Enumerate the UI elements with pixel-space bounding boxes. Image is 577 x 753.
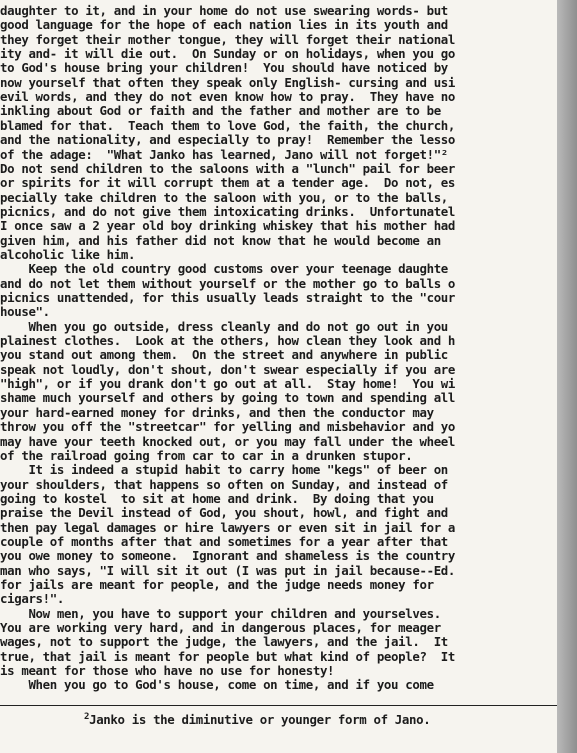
text-line: Now men, you have to support your children and yourselves. [0, 605, 441, 621]
footnote-mark: 2 [84, 712, 90, 722]
text-line: You are working very hard, and in dangerous places, for meager [0, 620, 441, 636]
text-line: your shoulders, that happens so often on Sunday, and instead of [0, 476, 448, 492]
text-line: speak not loudly, don't shout, don't swear especially if you are [0, 361, 456, 377]
text-line: may have your teeth knocked out, or you may fall under the wheel [0, 433, 456, 449]
text-line: and do not let them without yourself or the mother go to balls o [0, 275, 456, 291]
text-line: When you go outside, dress cleanly and do not go out in you [0, 318, 448, 334]
footnote-rule [0, 705, 557, 706]
text-line: picnics, and do not give them intoxicating drinks. Unfortunatel [0, 203, 456, 219]
text-line: wages, not to support the judge, the lawyers, and the jail. It [0, 634, 448, 650]
text-line: daughter to it, and in your home do not use swearing words- but [0, 3, 448, 18]
text-line: blamed for that. Teach them to love God, the faith, the church, [0, 117, 456, 133]
text-line: cigars!". [0, 591, 64, 607]
text-line: good language for the hope of each nation lies in its youth and [0, 17, 448, 33]
text-line: Do not send children to the saloons with a "lunch" pail for beer [0, 160, 456, 176]
text-line: your hard-earned money for drinks, and then the conductor may [0, 404, 434, 420]
text-line: plainest clothes. Look at the others, how clean they look and h [0, 333, 456, 349]
text-line: then pay legal damages or hire lawyers or even sit in jail for a [0, 519, 456, 535]
footnote-text: Janko is the diminutive or younger form of Jano. [89, 712, 431, 727]
text-line: throw you off the "streetcar" for yelling and misbehavior and yo [0, 419, 456, 435]
page-edge-shadow [557, 0, 577, 753]
text-line: "high", or if you drank don't go out at all. Stay home! You wi [0, 376, 456, 392]
text-line: they forget their mother tongue, they will forget their national [0, 31, 456, 47]
text-line: shame much yourself and others by going to town and spending all [0, 390, 456, 406]
text-line: now yourself that often they speak only English- cursing and usi [0, 74, 456, 90]
text-line: pecially take children to the saloon with you, or to the balls, [0, 189, 456, 205]
text-line: of the railroad going from car to car in a drunken stupor. [0, 447, 413, 463]
text-line: to God's house bring your children! You should have noticed by [0, 60, 448, 76]
text-line: man who says, "I will sit it out (I was put in jail because--Ed. [0, 562, 456, 578]
text-line: picnics unattended, for this usually leads straight to the "cour [0, 290, 456, 305]
text-line: or spirits for it will corrupt them at a tender age. Do not, es [0, 175, 456, 191]
text-line: of the adage: "What Janko has learned, Jano will not forget!"² [0, 146, 448, 162]
text-line: I once saw a 2 year old boy drinking whiskey that his mother had [0, 218, 456, 234]
text-line: praise the Devil instead of God, you shout, howl, and fight and [0, 505, 448, 521]
text-line: going to kostel to sit at home and drink. By doing that you [0, 490, 434, 506]
text-line: couple of months after that and sometimes for a year after that [0, 533, 448, 549]
text-line: It is indeed a stupid habit to carry home "kegs" of beer on [0, 462, 448, 478]
text-line: given him, and his father did not know that he would become an [0, 232, 441, 248]
text-line: inkling about God or faith and the father and mother are to be [0, 103, 441, 119]
text-line: and the nationality, and especially to pray! Remember the lesso [0, 132, 456, 148]
text-line: you owe money to someone. Ignorant and shameless is the country [0, 548, 456, 564]
text-line: is meant for those who have no use for honesty! [0, 663, 335, 679]
text-line: house". [0, 304, 50, 320]
text-line: When you go to God's house, come on time, and if you come [0, 677, 434, 693]
text-line: you stand out among them. On the street and anywhere in public [0, 347, 448, 363]
text-line: alcoholic like him. [0, 246, 136, 262]
text-line: Keep the old country good customs over your teenage daughte [0, 261, 448, 277]
text-line: for jails are meant for people, and the judge needs money for [0, 577, 434, 592]
footnote [84, 712, 430, 727]
text-line: evil words, and they do not even know how to pray. They have no [0, 89, 456, 105]
text-line: ity and- it will die out. On Sunday or on holidays, when you go [0, 46, 456, 62]
text-line: true, that jail is meant for people but what kind of people? It [0, 648, 456, 664]
